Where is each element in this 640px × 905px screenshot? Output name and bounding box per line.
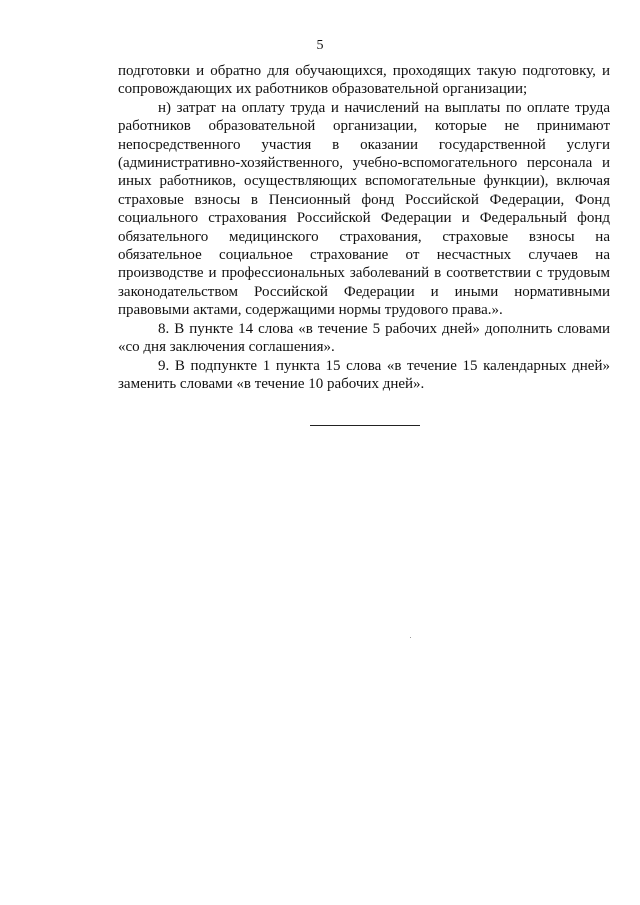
end-separator-line bbox=[310, 425, 420, 426]
scan-speck bbox=[410, 637, 411, 638]
paragraph-item-9: 9. В подпункте 1 пункта 15 слова «в течение 15 календарных дней» заменить словами «в течение 10 рабочих дней». bbox=[118, 357, 610, 392]
document-body bbox=[118, 62, 610, 393]
paragraph-subitem-n: н) затрат на оплату труда и начислений на выплаты по оплате труда работников образовательной организации, которые не принимают непосредственного участия в оказании государственной услуги (административно-хозяйственного, учебно-вспомогательного персонала и иных работников, осуществляющих вспомогательные функции), включая страховые взносы в Пенсионный фонд Российской Федерации, Фонд социального страхования Российской Федерации и Федеральный фонд обязательного медицинского страхования, страховые взносы на обязательное социальное страхование от несчастных случаев на производстве и профессиональных заболеваний в соответствии с трудовым законодательством Российской Федерации и иными нормативными правовыми актами, содержащими нормы трудового права.». bbox=[118, 99, 610, 319]
paragraph-continuation: подготовки и обратно для обучающихся, проходящих такую подготовку, и сопровождающих их работников образовательной организации; bbox=[118, 63, 610, 98]
paragraph-item-8: 8. В пункте 14 слова «в течение 5 рабочих дней» дополнить словами «со дня заключения соглашения». bbox=[118, 320, 610, 356]
page-number: 5 bbox=[316, 38, 324, 53]
